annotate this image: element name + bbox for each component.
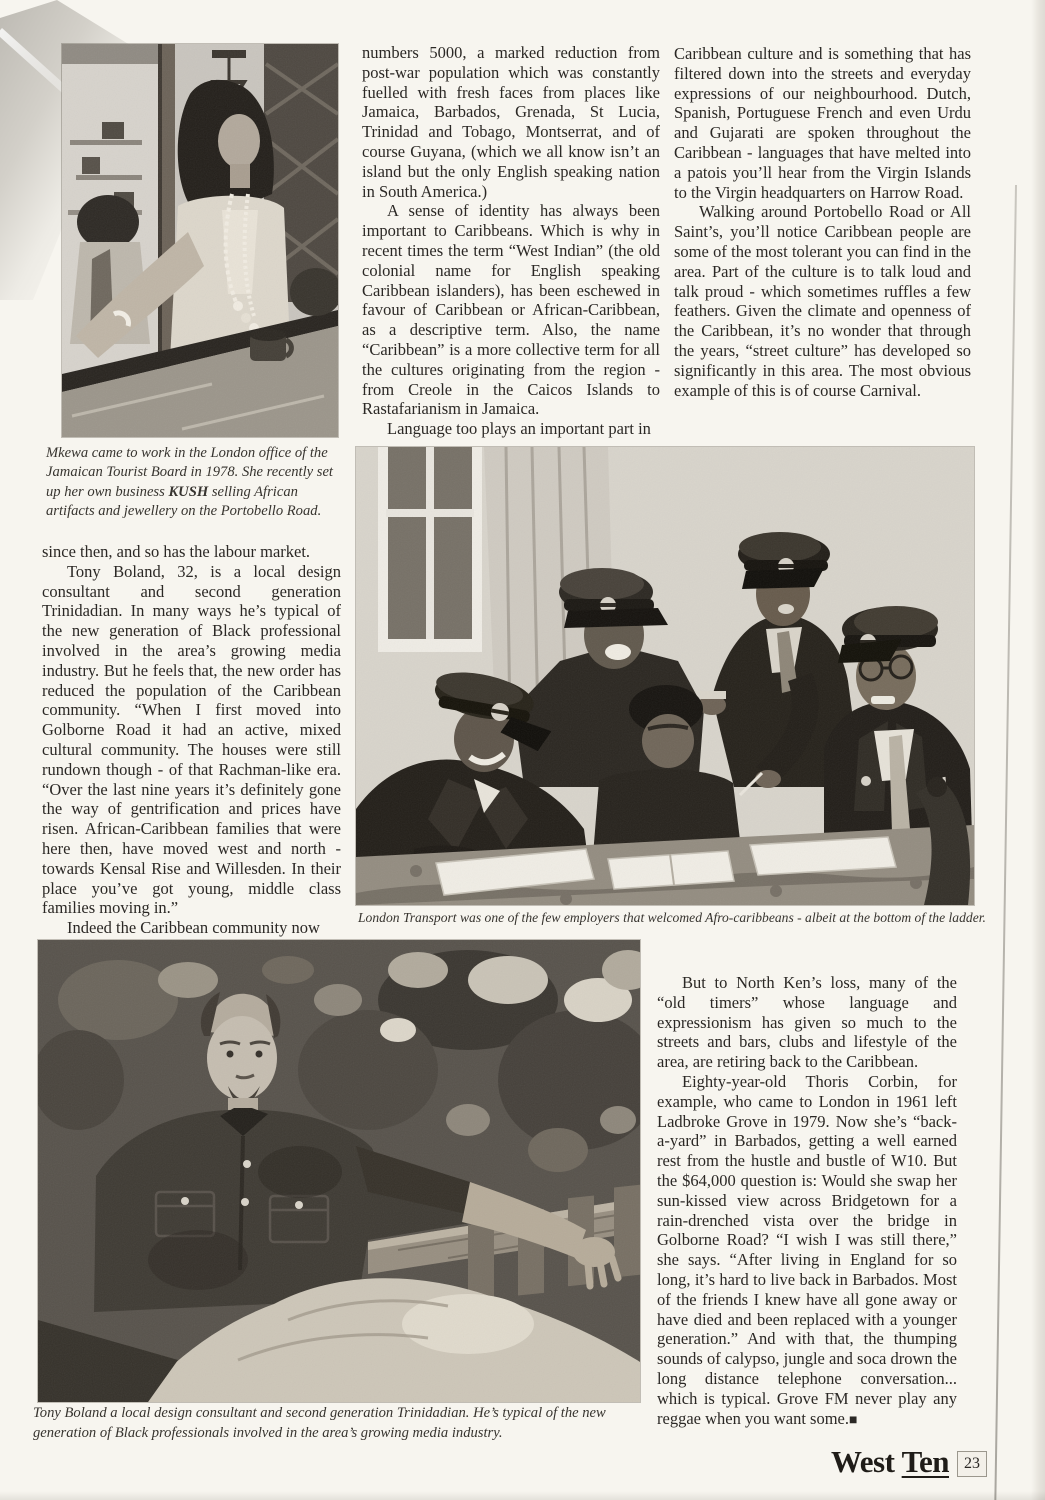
paragraph: Indeed the Caribbean community now [67,918,320,938]
paragraph: Tony Boland, 32, is a local design consultant and second generation Trinidadian. In many ways he’s typical of the new generation of Black professional involved in the area’s growing media industry. But he feels that, the new order has reduced the population of the Caribbean community. “When I first moved into Golborne Road it had an active, mixed cultural community. The houses were still rundown though - of that Rachman-like era. “Over the last nine years it’s definitely gone the way of gentrification and prices have risen. African-Caribbean families that were here then, have moved west and north - towards Kensal Rise and Willesden. In their place you’ve got young, middle class families moving in.” [42,561,341,918]
article-column-bottom-right [657,973,957,1430]
article-column-right [674,44,971,400]
page-edge-line [994,185,1017,1500]
paragraph [657,1072,957,1430]
caption-mkewa [46,444,350,522]
paragraph: numbers 5000, a marked reduction from post-war population which was constantly fuelled with fresh faces from places like Jamaica, Barbados, Grenada, St Lucia, Trinidad and Tobago, Montserrat, and of course Guyana, (which we all know isn’t an island but the only English speaking nation in South America.) [362,43,660,201]
magazine-logo-west: West [830,1444,895,1479]
paragraph: A sense of identity has always been important to Caribbeans. Which is why in recent times the term “West Indian” (the old colonial name for English speaking Caribbean islanders), has been eschewed in favour of Caribbean or African-Caribbean, as a descriptive term. Also, the name “Caribbean” is a more collective term for all the cultures originating from the region - from Creole in the Caicos Islands to Rastafarianism in Jamaica. [362,201,660,419]
paragraph: Walking around Portobello Road or All Saint’s, you’ll notice Caribbean people are some of the most tolerant you can find in the area. Part of the culture is to talk loud and talk proud - which sometimes ruffles a few feathers. Given the climate and openness of the Caribbean, it’s no wonder that through the years, “street culture” has developed so significantly in this area. The most obvious example of this is of course Carnival. [674,202,971,400]
article-column-middle [362,43,660,439]
caption-mkewa-text-2: selling African artifacts and jewellery on the Portobello Road. [46,483,322,520]
photo-london-transport [356,447,974,905]
scan-bottom-shadow [0,1491,1045,1500]
photo-tony-boland [38,940,640,1402]
page-number-badge [957,1451,987,1477]
caption-mkewa-text: Mkewa came to work in the London office of the Jamaican Tourist Board in 1978. She recently set up her own business [46,445,333,500]
paragraph: But to North Ken’s loss, many of the “old timers” whose language and expressionism has given so much to the streets and bars, clubs and lifestyle of the area, are retiring back to the Caribbean. [657,973,957,1072]
page-number: 23 [964,1455,980,1472]
article-column-left [42,542,341,938]
caption-london-transport-text: London Transport was one of the few employers that welcomed Afro-caribbeans - albeit at the bottom of the ladder. [358,910,986,925]
paragraph: Caribbean culture and is something that has filtered down into the streets and everyday expressions of our neighbourhood. Dutch, Spanish, Portuguese French and even Urdu and Gujarati are spoken throughout the Caribbean - languages that have melted into a patois you’ll hear from the Virgin Islands to the Virgin headquarters on Harrow Road. [674,44,971,202]
paragraph-text: Eighty-year-old Thoris Corbin, for example, who came to London in 1961 left Ladbroke Grove in 1979. Now she’s “back-a-yard” in Barbados, getting a well earned rest from the hustle and bustle of W10. But the $64,000 question is: Would she swap her sun-kissed view across Bridgetown for a rain-drenched vista over the bridge in Golborne Road? “I wish I was still there,” she says. “After living in England for so long, it’s hard to live back in Barbados. Most of the friends I knew have all gone away or have died and been replaced with a younger generation.” And with that, the thumping sounds of calypso, jungle and soca drown the long distance telephone conversation... which is typical. Grove FM never play any reggae when you want some. [657,1071,957,1428]
caption-mkewa-kush: KUSH [168,483,209,500]
paragraph: Language too plays an important part in [387,419,651,439]
magazine-logo-ten: Ten [901,1444,949,1479]
magazine-logo [831,1444,949,1480]
end-of-article-marker: ■ [848,1412,858,1428]
photo-mkewa [62,44,338,437]
scan-right-shadow [1031,0,1045,1500]
caption-tony-boland [33,1404,649,1443]
caption-tony-boland-text: Tony Boland a local design consultant and second generation Trinidadian. He’s typical of the new generation of Black professionals involved in the area’s growing media industry. [33,1405,606,1441]
caption-london-transport [358,910,986,926]
paragraph: since then, and so has the labour market. [42,542,311,561]
